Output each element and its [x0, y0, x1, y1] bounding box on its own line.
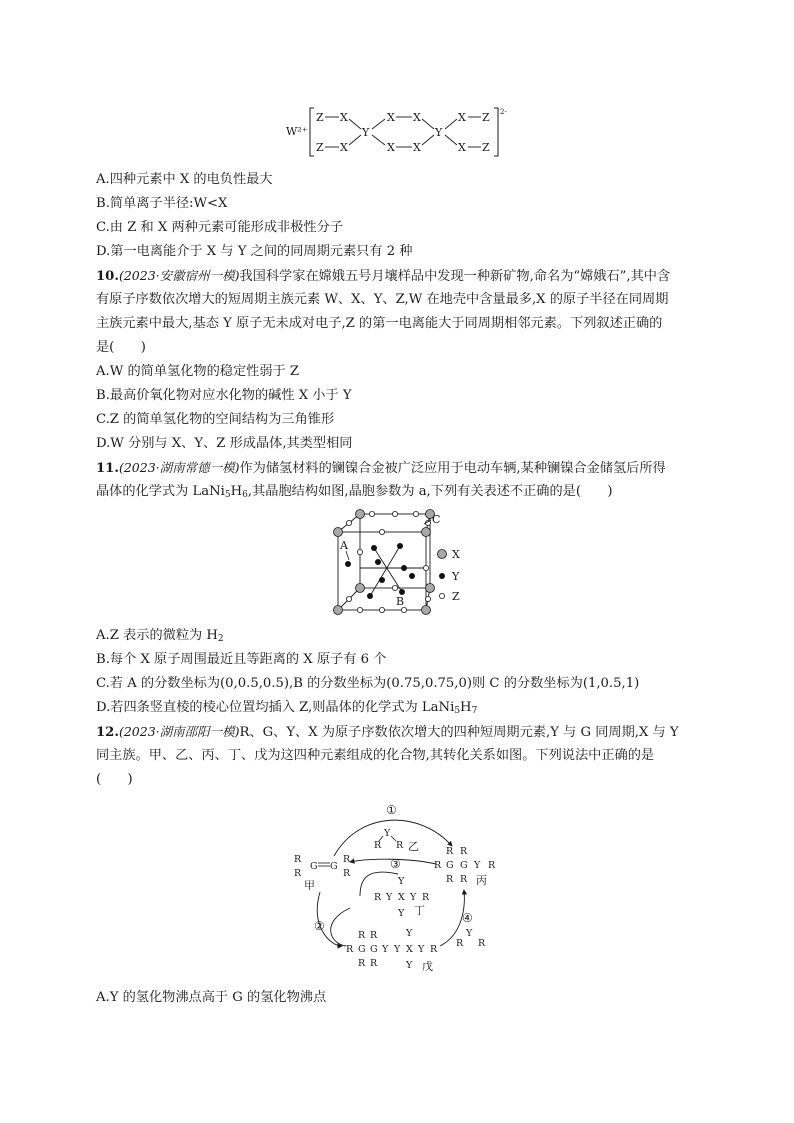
atom-y [401, 565, 407, 571]
atom-r: R [370, 930, 378, 941]
atom-r: R [374, 840, 382, 851]
atom-r: R [460, 874, 468, 885]
atom-r: R [358, 930, 366, 941]
atom-r: R [343, 868, 351, 879]
atom-y: Y [474, 860, 481, 871]
q12-source: (2023·湖南邵阳一模) [118, 724, 240, 739]
subscript: 6 [242, 490, 248, 500]
atom-r: R [346, 944, 354, 955]
q10-stem-line-1 [96, 267, 670, 286]
q12-stem-line-1 [96, 723, 679, 742]
q10-stem-line-3: 主族元素中最大,基态 Y 原子无未成对电子,Z 的第一电离能大于同周期相邻元素。下列叙述正确的 [96, 316, 663, 331]
q11-option-d [96, 699, 477, 717]
step-4-label: ④ [462, 911, 473, 925]
atom-g: G [310, 861, 318, 872]
atom-x [426, 584, 435, 593]
reaction-scheme-diagram [290, 796, 510, 980]
atom-x: X [406, 944, 413, 955]
q10-source: (2023·安徽宿州一模) [118, 268, 240, 283]
atom-z [425, 596, 430, 601]
atom-x: X [413, 141, 421, 154]
q12-stem-line-2: 同主族。甲、乙、丙、丁、戊为这四种元素组成的化合物,其转化关系如图。下列说法中正确的是 [96, 748, 655, 763]
legend-y-label: Y [452, 570, 460, 583]
q12-number: 12. [96, 725, 119, 740]
compound-yi: 乙 [408, 840, 419, 853]
crystal-cell-diagram [324, 508, 484, 618]
q12-option-a: A.Y 的氢化物沸点高于 G 的氢化物沸点 [96, 990, 327, 1005]
atom-y: Y [362, 126, 370, 139]
q11-text: ,其晶胞结构如图,晶胞参数为 a,下列有关表述不正确的是( ) [247, 484, 613, 499]
atom-g: G [460, 860, 468, 871]
q11-option-a [96, 627, 224, 645]
atom-z [369, 511, 374, 516]
atom-z [392, 585, 397, 590]
atom-x: X [413, 111, 421, 124]
legend-z-label: Z [452, 590, 460, 603]
atom-z [346, 596, 351, 601]
compound-wu: 戊 [422, 960, 433, 973]
q9-option-b: B.简单离子半径:W<X [96, 196, 228, 211]
atom-z [357, 549, 362, 554]
q11-number: 11. [96, 461, 119, 476]
step-1-label: ① [386, 803, 397, 817]
compound-ding: 丁 [414, 904, 425, 917]
q11-option-c: C.若 A 的分数坐标为(0,0.5,0.5),B 的分数坐标为(0.75,0.75,0)则 C 的分数坐标为(1,0.5,1) [96, 676, 640, 691]
atom-r: R [456, 938, 464, 949]
atom-x [334, 606, 343, 615]
atom-z [357, 607, 362, 612]
q10-option-a: A.W 的简单氢化物的稳定性弱于 Z [96, 364, 300, 379]
left-bracket [310, 108, 314, 156]
atom-y: Y [406, 928, 413, 939]
q12-text: R、G、Y、X 为原子序数依次增大的四种短周期元素,Y 与 G 同周期,X 与 Y [239, 725, 679, 740]
atom-r: R [294, 868, 302, 879]
atom-g: G [370, 944, 378, 955]
atom-y: Y [466, 928, 473, 939]
q12-stem-line-3: ( ) [96, 772, 133, 787]
atom-y: Y [418, 944, 425, 955]
compound-jia: 甲 [304, 879, 315, 892]
subscript: 5 [224, 490, 231, 500]
atom-y: Y [398, 876, 405, 887]
q11-text: 晶体的化学式为 LaNi [96, 484, 225, 499]
q11-text: 作为储氢材料的镧镍合金被广泛应用于电动车辆,某种镧镍合金储氢后所得 [239, 461, 666, 476]
legend-z-swatch [439, 593, 444, 598]
legend-x-label: X [452, 548, 460, 561]
label-c: C [432, 513, 441, 526]
label-a: A [340, 539, 348, 552]
atom-y: Y [435, 126, 443, 139]
atom-y [367, 593, 373, 599]
atom-y [409, 573, 415, 579]
atom-x: X [387, 111, 395, 124]
atom-r: R [396, 840, 404, 851]
atom-x: X [458, 111, 466, 124]
atom-r: R [422, 892, 430, 903]
atom-z: Z [482, 141, 490, 154]
q9-option-a: A.四种元素中 X 的电负性最大 [96, 172, 273, 187]
atom-y: Y [384, 828, 391, 839]
atom-x [356, 584, 365, 593]
q11-option-text: D.若四条竖直棱的棱心位置均插入 Z,则晶体的化学式为 LaNi [96, 700, 455, 715]
right-bracket [494, 108, 498, 156]
atom-x [422, 606, 431, 615]
atom-r: R [446, 846, 454, 857]
atom-z: Z [482, 111, 490, 124]
atom-y: Y [410, 892, 417, 903]
atom-y [379, 577, 385, 583]
legend-y-swatch [439, 573, 445, 579]
atom-y [345, 561, 351, 567]
q11-source: (2023·湖南常德一模) [118, 460, 240, 475]
atom-r: R [434, 860, 442, 871]
atom-y [397, 543, 403, 549]
atom-r: R [460, 846, 468, 857]
atom-r: R [343, 854, 351, 865]
atom-z: Z [316, 141, 324, 154]
atom-x: X [340, 141, 348, 154]
cation-label: W²⁺ [286, 125, 308, 138]
atom-x [422, 528, 431, 537]
q11-option-text: A.Z 表示的微粒为 H [96, 628, 218, 643]
q11-option-b: B.每个 X 原子周围最近且等距离的 X 原子有 6 个 [96, 652, 387, 667]
q9-option-c: C.由 Z 和 X 两种元素可能形成非极性分子 [96, 220, 343, 235]
q10-stem-line-2: 有原子序数依次增大的短周期主族元素 W、X、Y、Z,W 在地壳中含量最多,X 的原子半径在同周期 [96, 292, 669, 307]
q10-number: 10. [96, 269, 119, 284]
atom-y: Y [386, 892, 393, 903]
q11-stem-line-2 [96, 483, 612, 501]
atom-y [375, 559, 381, 565]
atom-y [371, 545, 377, 551]
atom-y: Y [398, 908, 405, 919]
q10-option-d: D.W 分别与 X、Y、Z 形成晶体,其类型相同 [96, 436, 353, 451]
atom-r: R [430, 944, 438, 955]
atom-r: R [488, 860, 496, 871]
atom-r: R [294, 854, 302, 865]
atom-z [379, 529, 384, 534]
atom-x: X [458, 141, 466, 154]
atom-x: X [398, 892, 405, 903]
q11-text: H [230, 484, 243, 499]
step-3-label: ③ [390, 857, 401, 871]
atom-z [413, 511, 418, 516]
atom-g: G [446, 860, 454, 871]
atom-r: R [478, 938, 486, 949]
q11-stem-line-1 [96, 459, 666, 478]
step-2-label: ② [314, 919, 325, 933]
atom-x [334, 528, 343, 537]
atom-x [356, 510, 365, 519]
subscript: 2 [217, 634, 224, 644]
atom-y: Y [382, 944, 389, 955]
q10-option-b: B.最高价氧化物对应水化物的碱性 X 小于 Y [96, 388, 352, 403]
atom-r: R [370, 958, 378, 969]
atom-x: X [387, 141, 395, 154]
legend-x-swatch [438, 550, 447, 559]
compound-bing: 丙 [476, 874, 487, 887]
atom-g: G [330, 861, 338, 872]
q10-option-c: C.Z 的简单氢化物的空间结构为三角锥形 [96, 412, 335, 427]
q10-text: 我国科学家在嫦娥五号月壤样品中发现一种新矿物,命名为“嫦娥石”,其中含 [239, 269, 671, 284]
atom-r: R [358, 958, 366, 969]
charge-label: 2- [500, 108, 507, 116]
atom-z [401, 607, 406, 612]
anion-structure-diagram [280, 104, 520, 160]
atom-y: Y [406, 960, 413, 971]
atom-z [346, 520, 351, 525]
atom-x: X [340, 111, 348, 124]
subscript: 7 [471, 706, 478, 716]
q10-stem-line-4: 是( ) [96, 340, 146, 355]
subscript: 5 [454, 706, 461, 716]
label-b: B [396, 595, 405, 608]
atom-r: R [374, 892, 382, 903]
q11-option-text: H [460, 700, 472, 715]
atom-z [423, 565, 428, 570]
atom-z [392, 511, 397, 516]
atom-g: G [358, 944, 366, 955]
atom-y: Y [394, 944, 401, 955]
atom-z [379, 607, 384, 612]
atom-r: R [446, 874, 454, 885]
q9-option-d: D.第一电离能介于 X 与 Y 之间的同周期元素只有 2 种 [96, 244, 413, 259]
atom-z: Z [316, 111, 324, 124]
